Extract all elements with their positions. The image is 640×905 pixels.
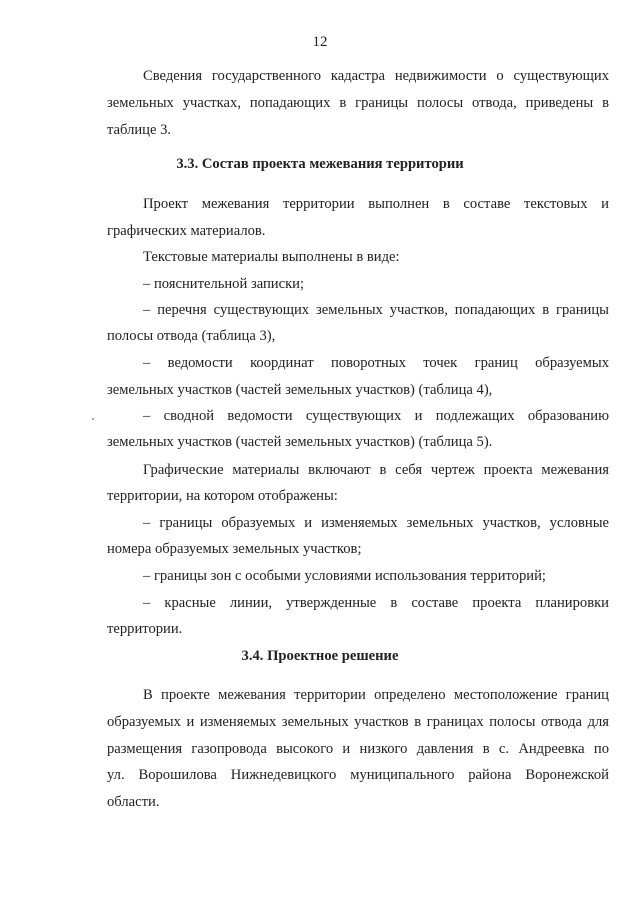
list-item-2-line-1: – перечня существующих земельных участков, попадающих в границы (143, 302, 609, 318)
graphic-item-2: – границы зон с особыми условиями использования территорий; (143, 568, 546, 584)
intro-line-3: таблице 3. (107, 122, 172, 138)
list-item-3-line-1: – ведомости координат поворотных точек границ образуемых (143, 355, 609, 371)
section-3-3-p1-line-2: графических материалов. (107, 223, 266, 239)
section-3-3-p3-line-1: Графические материалы включают в себя чертеж проекта межевания (143, 462, 609, 478)
section-3-4-line-3: размещения газопровода высокого и низкого давления в с. Андреевка по (107, 741, 609, 757)
graphic-item-1-line-2: номера образуемых земельных участков; (107, 541, 362, 557)
list-item-3-line-2: земельных участков (частей земельных участков) (таблица 4), (107, 382, 493, 398)
section-3-3-p1-line-1: Проект межевания территории выполнен в составе текстовых и (143, 196, 609, 212)
page-number: 12 (312, 34, 328, 50)
graphic-item-1-line-1: – границы образуемых и изменяемых земельных участков, условные (143, 515, 609, 531)
intro-line-1: Сведения государственного кадастра недвижимости о существующих (143, 68, 609, 84)
section-3-3-p3-line-2: территории, на котором отображены: (107, 488, 338, 504)
intro-line-2: земельных участках, попадающих в границы полосы отвода, приведены в (107, 95, 609, 111)
section-3-3-p2: Текстовые материалы выполнены в виде: (143, 249, 400, 265)
section-3-4-line-2: образуемых и изменяемых земельных участков в границах полосы отвода для (107, 714, 609, 730)
list-item-4-line-2: земельных участков (частей земельных участков) (таблица 5). (107, 434, 493, 450)
graphic-item-3-line-1: – красные линии, утвержденные в составе проекта планировки (143, 595, 609, 611)
scan-speck (92, 418, 94, 420)
list-item-1: – пояснительной записки; (143, 276, 305, 292)
graphic-item-3-line-2: территории. (107, 621, 183, 637)
section-3-3-heading: 3.3. Состав проекта межевания территории (176, 156, 464, 172)
list-item-4-line-1: – сводной ведомости существующих и подлежащих образованию (143, 408, 609, 424)
section-3-4-line-5: области. (107, 794, 160, 810)
list-item-2-line-2: полосы отвода (таблица 3), (107, 328, 276, 344)
section-3-4-line-1: В проекте межевания территории определено местоположение границ (143, 687, 609, 703)
section-3-4-heading: 3.4. Проектное решение (241, 648, 399, 664)
section-3-4-line-4: ул. Ворошилова Нижнедевицкого муниципального района Воронежской (107, 767, 609, 783)
